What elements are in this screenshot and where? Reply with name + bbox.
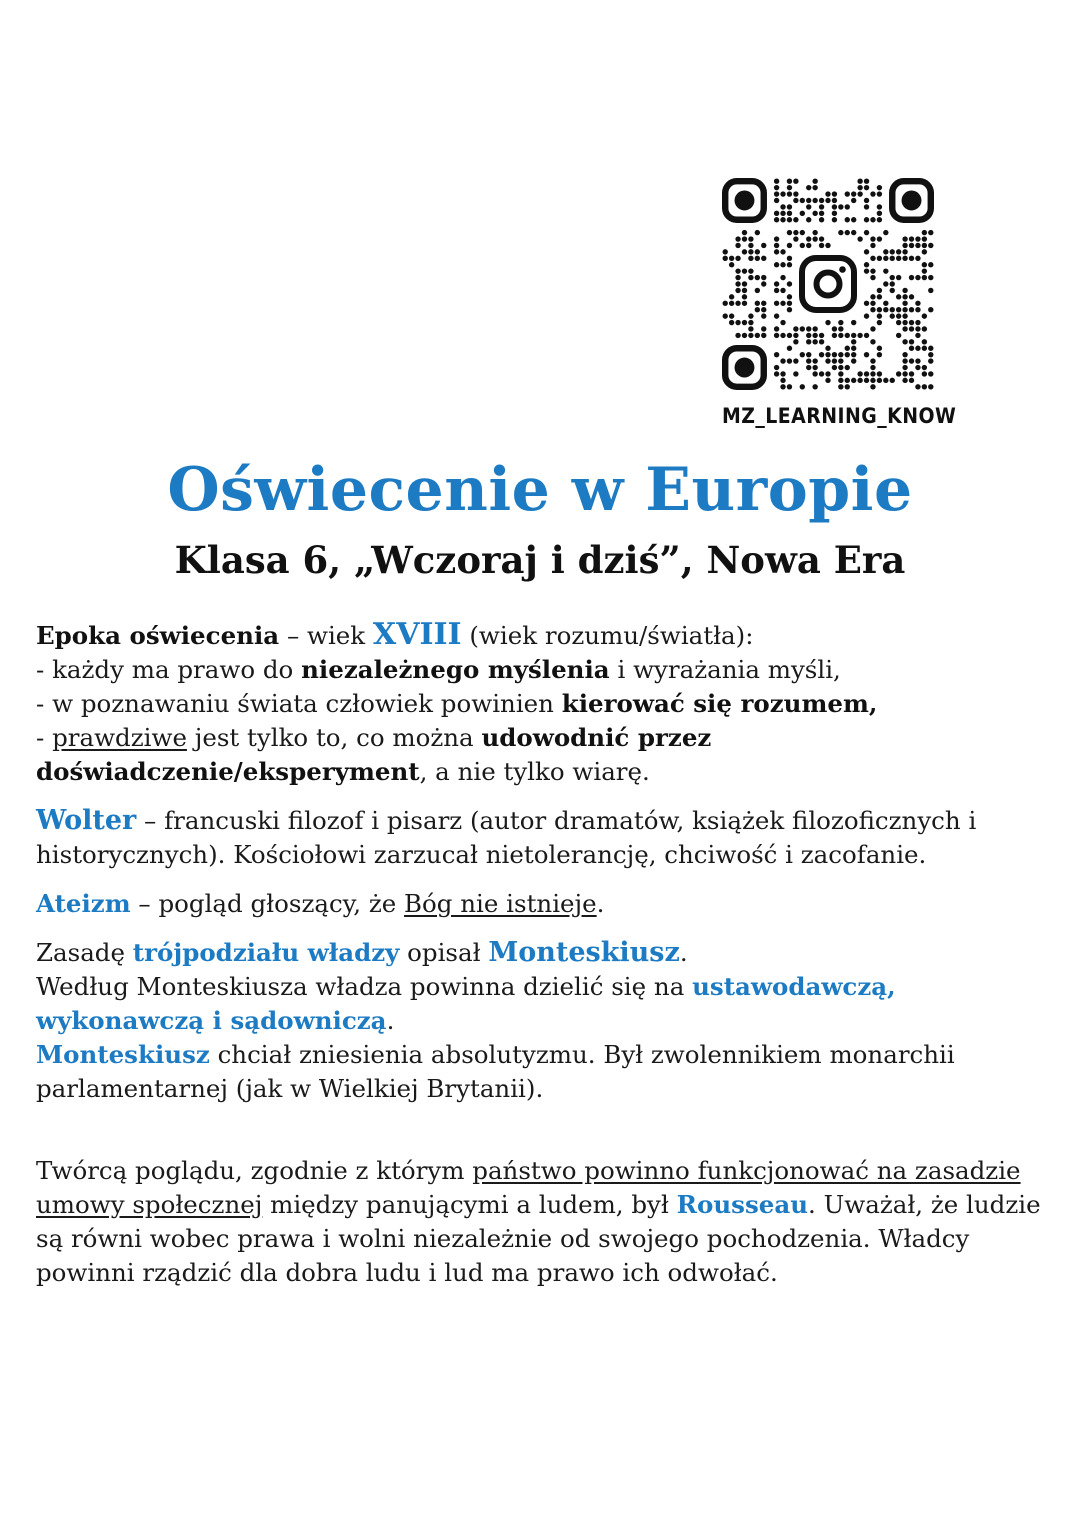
text: – pogląd głoszący, że xyxy=(130,889,405,918)
text: . xyxy=(386,1006,395,1035)
text: - w poznawaniu świata człowiek powinien xyxy=(36,689,562,718)
instagram-handle: MZ_LEARNING_KNOW xyxy=(722,404,957,428)
text: (wiek rozumu/światła): xyxy=(461,621,754,650)
underlined-text: prawdziwe xyxy=(52,723,187,752)
monteskiusz-line-1 xyxy=(36,936,1046,970)
bold-text: doświadczenie/eksperyment xyxy=(36,757,420,786)
underlined-text: Bóg nie istnieje xyxy=(404,889,597,918)
term-ateizm: Ateizm xyxy=(36,889,131,918)
term-wladze: ustawodawczą, wykonawczą i sądowniczą xyxy=(36,972,896,1035)
bold-text: kierować się rozumem, xyxy=(561,689,878,718)
term-monteskiusz: Monteskiusz xyxy=(36,1040,210,1069)
underlined-text: państwo powinno funkcjonować na zasadzie umowy społecznej xyxy=(36,1156,1021,1219)
qr-code-icon[interactable] xyxy=(722,178,934,390)
term-trojpodzial: trójpodziału władzy xyxy=(132,938,400,967)
monteskiusz-line-3 xyxy=(36,1038,1046,1106)
epoka-point-2 xyxy=(36,687,1046,721)
text: między panującymi a ludem, był xyxy=(262,1190,677,1219)
century: XVIII xyxy=(372,617,462,652)
text: jest tylko to, co można xyxy=(186,723,482,752)
text: – francuski filozof i pisarz (autor dramatów, książek filozoficznych i historycznych). Kościołowi zarzucał nietolerancję, chciwość i zacofanie. xyxy=(36,806,977,869)
text: - xyxy=(36,723,53,752)
text: , a nie tylko wiarę. xyxy=(419,757,650,786)
text: Twórcą poglądu, zgodnie z którym xyxy=(36,1156,473,1185)
text: . xyxy=(679,938,688,967)
bold-text: niezależnego myślenia xyxy=(301,655,610,684)
term-rousseau: Rousseau xyxy=(676,1190,809,1219)
text: opisał xyxy=(399,938,489,967)
notes-content xyxy=(36,618,1046,1290)
text: – wiek xyxy=(279,621,373,650)
text: . xyxy=(596,889,605,918)
text: Według Monteskiusza władza powinna dzielić się na xyxy=(36,972,693,1001)
text: i wyrażania myśli, xyxy=(609,655,841,684)
epoka-point-1 xyxy=(36,653,1046,687)
page-title: Oświecenie w Europie xyxy=(167,455,913,525)
text: Zasadę xyxy=(36,938,133,967)
term-monteskiusz: Monteskiusz xyxy=(488,937,680,968)
page-subtitle: Klasa 6, „Wczoraj i dziś”, Nowa Era xyxy=(174,538,906,582)
term-wolter: Wolter xyxy=(36,805,137,836)
monteskiusz-line-2 xyxy=(36,970,1046,1038)
epoka-intro xyxy=(36,618,1046,653)
bold-text: udowodnić przez xyxy=(481,723,712,752)
ateizm-paragraph xyxy=(36,887,1046,921)
text: chciał zniesienia absolutyzmu. Był zwolennikiem monarchii parlamentarnej (jak w Wielkiej Brytanii). xyxy=(36,1040,955,1103)
rousseau-paragraph xyxy=(36,1154,1046,1290)
epoka-point-3 xyxy=(36,721,1046,789)
text: - każdy ma prawo do xyxy=(36,655,302,684)
text: . Uważał, że ludzie są równi wobec prawa i wolni niezależnie od swojego pochodzenia. Władcy powinni rządzić dla dobra ludu i lud ma prawo ich odwołać. xyxy=(36,1190,1041,1287)
wolter-paragraph xyxy=(36,804,1046,872)
qr-block xyxy=(722,178,957,428)
term-epoka: Epoka oświecenia xyxy=(36,621,280,650)
